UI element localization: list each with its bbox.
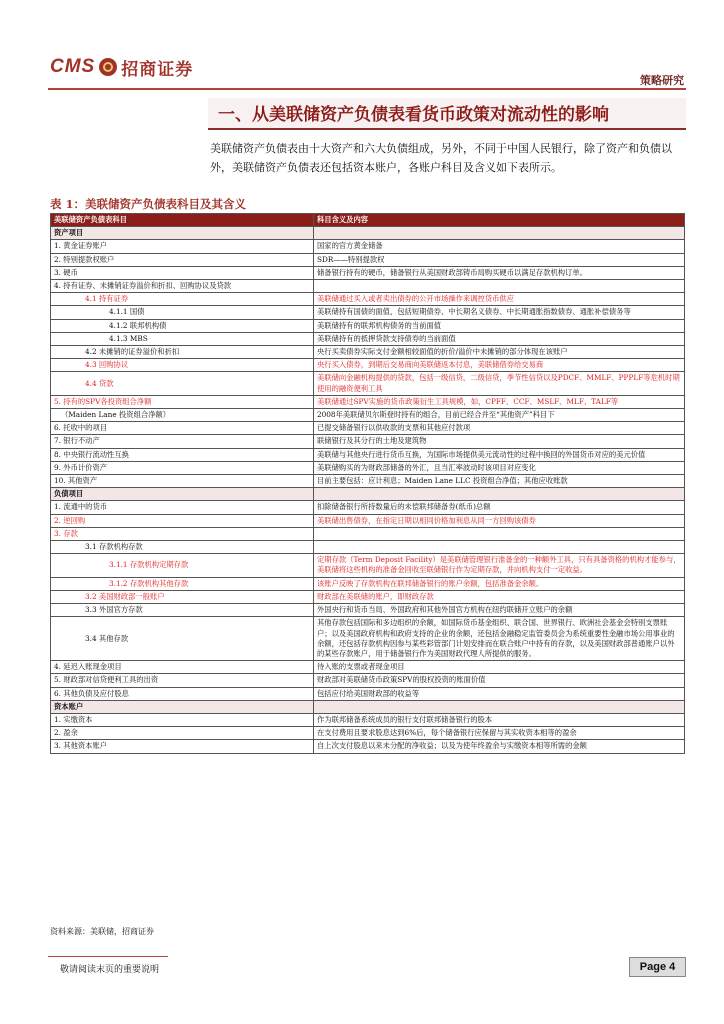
table-row [51,319,685,332]
table-cell-item: 4. 延迟入账现金项目 [51,661,314,674]
table-cell-item: 2. 特别提款权账户 [51,253,314,266]
table-row [51,687,685,700]
table-cell-item: 3.1.1 存款机构定期存款 [51,554,314,577]
table-row [51,293,685,306]
table-row [51,604,685,617]
table-cell-meaning: 国家的官方黄金储备 [314,240,685,253]
table-row [51,617,685,661]
page-number: Page 4 [629,957,686,977]
table-row [51,346,685,359]
table-row [51,527,685,540]
table-cell-item: 5. 持有的SPV各投资组合净额 [51,395,314,408]
table-cell-meaning: 美联储通过SPV实施的货币政策衍生工具规模，如，CPFF、CCF、MSLF、MLF、TALF等 [314,395,685,408]
table-cell-meaning: SDR——特别提款权 [314,253,685,266]
table-cell-meaning [314,488,685,501]
table-cell-item: 4.1.1 国债 [51,306,314,319]
section-title: 一、从美联储资产负债表看货币政策对流动性的影响 [218,105,609,125]
table-cell-item: 资本账户 [51,700,314,713]
table-cell-meaning [314,280,685,293]
table-cell-item: 3. 存款 [51,527,314,540]
table-cell-meaning: 美联储出售债券，在指定日期以相同价格加利息从同一方回购该债券 [314,514,685,527]
table-cell-meaning [314,227,685,240]
table-cell-meaning: 该账户反映了存款机构在联邦储备银行的账户余额，包括准备金余额。 [314,577,685,590]
table-cell-meaning: 美联储持有的抵押贷款支持债券的当前面值 [314,332,685,345]
table-cell-item: 4. 持有证券、未摊销证券溢价和折扣、回购协议及贷款 [51,280,314,293]
table-row [51,475,685,488]
table-cell-meaning: 财政部对美联储货币政策SPV的股权投资的账面价值 [314,674,685,687]
table-row [51,448,685,461]
table-header-cell: 美联储资产负债表科目 [51,214,314,227]
table-cell-meaning: 美联储通过买入或者卖出债券的公开市场操作来调控货币供应 [314,293,685,306]
table-cell-item: 3. 其他资本账户 [51,740,314,753]
table-cell-item: 资产项目 [51,227,314,240]
table-cell-meaning: 自上次支付股息以来未分配的净收益；以及为使年终盈余与实缴资本相等所需的金额 [314,740,685,753]
table-cell-item: 4.1.3 MBS [51,332,314,345]
table-cell-meaning: 外国央行和货币当局、外国政府和其他外国官方机构在纽约联储开立账户的余额 [314,604,685,617]
table-cell-meaning: 美联储持有国债的面值，包括短期债券、中长期名义债券、中长期通胀指数债券、通胀补偿债务等 [314,306,685,319]
table-cell-meaning: 财政部在美联储的账户，即财政存款 [314,590,685,603]
table-row [51,332,685,345]
table-row [51,461,685,474]
table-cell-item: 2. 逆回购 [51,514,314,527]
table-cell-meaning: 目前主要包括：应计利息；Maiden Lane LLC 投资组合净值；其他应收账款 [314,475,685,488]
table-section-row [51,488,685,501]
table-cell-item: 3.1 存款机构存款 [51,541,314,554]
logo [50,52,193,82]
table-title: 表 1：美联储资产负债表科目及其含义 [50,197,247,211]
table-cell-item: 7. 银行不动产 [51,435,314,448]
table-row [51,661,685,674]
table-cell-meaning: 在支付费用且要求股息达到6%后，每个储备银行应保留与其实收资本相等的盈余 [314,727,685,740]
table-row [51,409,685,422]
table-cell-meaning: 包括应付给美国财政部的收益等 [314,687,685,700]
header-divider [48,88,686,90]
intro-paragraph: 美联储资产负债表由十大资产和六大负债组成，另外，不同于中国人民银行，除了资产和负债以外，美联储资产负债表还包括资本账户，各账户科目及含义如下表所示。 [210,142,672,174]
table-cell-meaning: 央行买入债券，到期后交易商向美联储返本付息，美联储借券给交易商 [314,359,685,372]
table-row [51,501,685,514]
balance-sheet-table [50,213,685,754]
table-cell-meaning: 央行买卖债券实际支付金额相较面值的折价/溢价中未摊销的部分体现在该账户 [314,346,685,359]
table-cell-item: 4.1.2 联邦机构债 [51,319,314,332]
table-cell-meaning: 待入账的支票或者现金项目 [314,661,685,674]
table-row [51,514,685,527]
table-row [51,422,685,435]
table-row [51,280,685,293]
footer-disclaimer: 敬请阅读末页的重要说明 [60,965,160,975]
table-cell-item: （Maiden Lane 投资组合净额） [51,409,314,422]
table-row [51,395,685,408]
table-cell-item: 9. 外币计价资产 [51,461,314,474]
table-row [51,713,685,726]
logo-chinese: 招商证券 [121,59,194,80]
table-cell-meaning: 美联储向金融机构提供的贷款，包括一级信贷，二级信贷，季节性信贷以及PDCF、MMLF、PPPLF等危机时期使用的融资便利工具 [314,372,685,395]
table-cell-item: 10. 其他资产 [51,475,314,488]
table-cell-meaning: 作为联邦储备系统成员的银行支付联邦储备银行的股本 [314,713,685,726]
table-cell-item: 5. 财政部对信贷便利工具的出资 [51,674,314,687]
table-cell-meaning: 美联储与其他央行进行货币互换，为国际市场提供美元流动性的过程中换回的外国货币对应的美元价值 [314,448,685,461]
table-row [51,266,685,279]
table-cell-item: 4.2 未摊销的证券溢价和折扣 [51,346,314,359]
logo-latin: CMS [50,56,96,77]
table-cell-item: 3.4 其他存款 [51,617,314,661]
table-cell-meaning: 2008年美联储贝尔斯登时持有的组合，目前已经合并至“其他资产”科目下 [314,409,685,422]
table-cell-item: 负债项目 [51,488,314,501]
logo-emblem-icon [99,58,117,76]
table-cell-item: 1. 流通中的货币 [51,501,314,514]
table-row [51,740,685,753]
table-header-row [51,214,685,227]
table-row [51,240,685,253]
table-row [51,577,685,590]
table-cell-meaning: 储备银行持有的硬币，储备银行从美国财政部铸币局购买硬币以满足存款机构订单。 [314,266,685,279]
table-cell-meaning [314,700,685,713]
table-cell-item: 4.1 持有证券 [51,293,314,306]
table-header-cell: 科目含义及内容 [314,214,685,227]
table-cell-item: 6. 托收中的项目 [51,422,314,435]
table-row [51,554,685,577]
table-cell-meaning [314,541,685,554]
table-cell-item: 8. 中央银行流动性互换 [51,448,314,461]
table-cell-item: 6. 其他负债及应付股息 [51,687,314,700]
table-cell-item: 3.3 外国官方存款 [51,604,314,617]
table-section-row [51,700,685,713]
table-cell-meaning: 已提交储备银行以供收款的支票和其他应付款项 [314,422,685,435]
table-row [51,727,685,740]
table-cell-meaning: 美联储购买的为财政部储备的外汇，且当汇率波动时该项目对应变化 [314,461,685,474]
table-cell-item: 4.4 贷款 [51,372,314,395]
table-cell-item: 3. 硬币 [51,266,314,279]
table-section-row [51,227,685,240]
table-row [51,372,685,395]
table-cell-meaning: 扣除储备银行所持数量后的未偿联邦储备券(纸币)总额 [314,501,685,514]
table-cell-item: 3.2 美国财政部一般账户 [51,590,314,603]
table-cell-meaning: 其他存款包括国际和多边组织的余额，如国际货币基金组织、联合国、世界银行、欧洲社会基金会特别支票账户；以及美国政府机构和政府支持的企业的余额，还包括金融稳定监管委员会为系统重要性金融市场公用事业的余额，还包括存款机构因参与某些彩管部门计划安排而在联合账户中持有的存款，以及美国财政部普通账户以外的某些存款账户，用于储备银行作为美国财政代理人所提供的服务。 [314,617,685,661]
table-cell-item: 1. 黄金证券账户 [51,240,314,253]
table-cell-item: 3.1.2 存款机构其他存款 [51,577,314,590]
report-type-tag: 策略研究 [640,74,684,87]
table-row [51,435,685,448]
table-cell-item: 4.3 回购协议 [51,359,314,372]
table-cell-meaning: 美联储持有的联邦机构债务的当前面值 [314,319,685,332]
table-row [51,253,685,266]
table-cell-meaning: 定期存款（Term Deposit Facility）是美联储管理银行准备金的一种额外工具，只有具备资格的机构才能参与，美联储将这些机构的准备金回收至联储银行作为定期存款，并向机构支付一定收益。 [314,554,685,577]
table-source: 资料来源：美联储，招商证券 [50,927,154,936]
footer-divider [48,956,168,957]
table-cell-meaning [314,527,685,540]
table-cell-meaning: 联储银行及其分行的土地及建筑物 [314,435,685,448]
table-cell-item: 1. 实缴资本 [51,713,314,726]
table-row [51,674,685,687]
table-row [51,306,685,319]
table-row [51,359,685,372]
table-cell-item: 2. 盈余 [51,727,314,740]
table-row [51,590,685,603]
table-row [51,541,685,554]
